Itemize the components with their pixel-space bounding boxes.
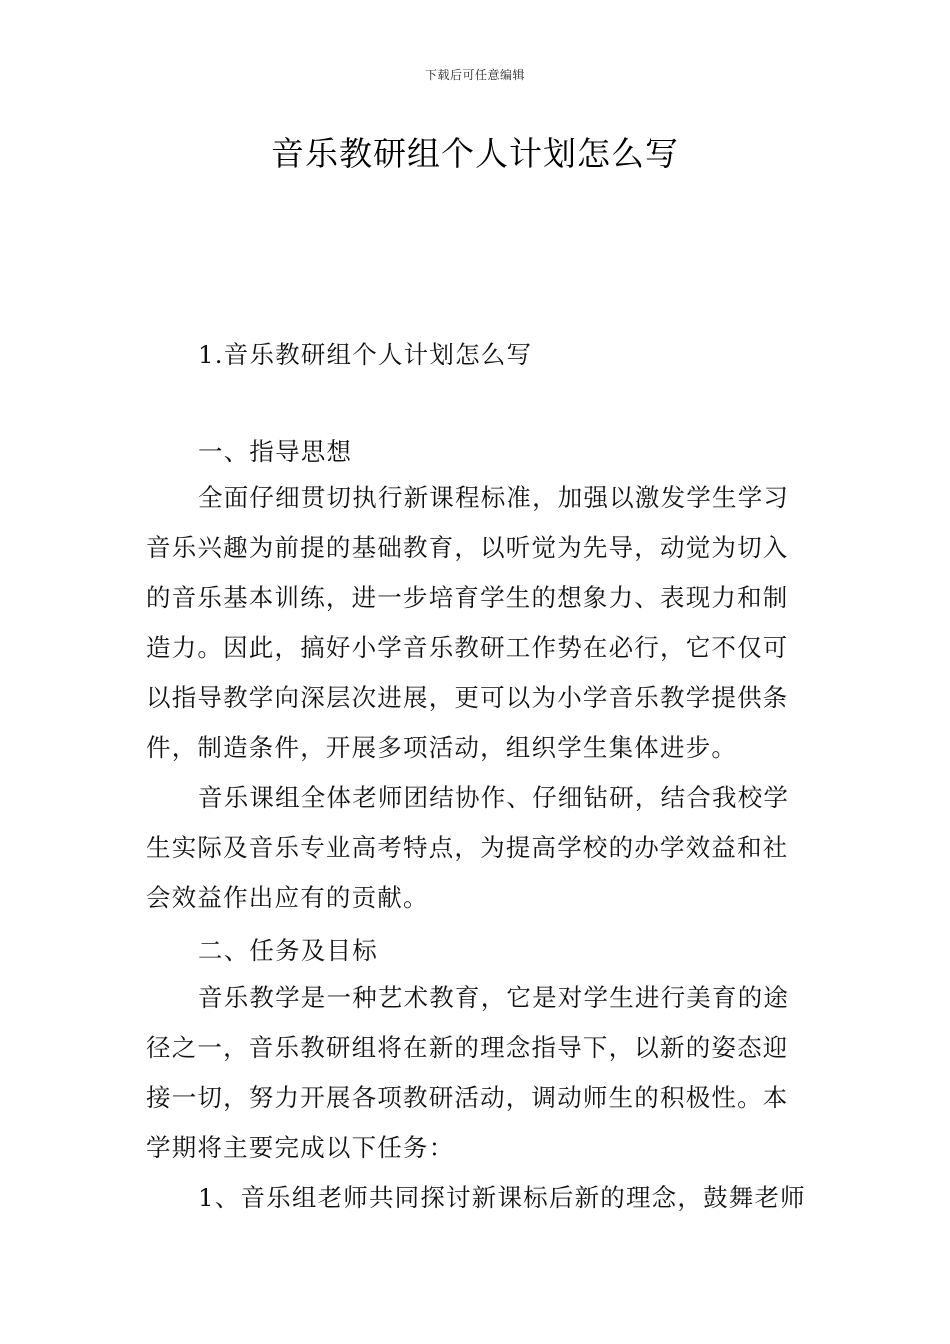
paragraph-line: 全面仔细贯切执行新课程标准，加强以激发学生学习 [198, 483, 790, 512]
section-number-title: 1.音乐教研组个人计划怎么写 [198, 340, 533, 369]
document-title: 音乐教研组个人计划怎么写 [271, 134, 679, 173]
paragraph-3 [146, 973, 806, 1173]
paragraph-line: 会效益作出应有的贡献。 [146, 883, 429, 912]
paragraph-line: 的音乐基本训练，进一步培育学生的想象力、表现力和制 [146, 583, 789, 612]
heading-guiding-ideology: 一、指导思想 [198, 437, 353, 466]
paragraph-1 [146, 473, 806, 773]
paragraph-line: 径之一，音乐教研组将在新的理念指导下，以新的姿态迎 [146, 1033, 789, 1062]
paragraph-line: 音乐课组全体老师团结协作、仔细钻研，结合我校学 [198, 783, 790, 812]
paragraph-line: 1、音乐组老师共同探讨新课标后新的理念，鼓舞老师 [198, 1183, 806, 1212]
heading-tasks-goals: 二、任务及目标 [198, 936, 378, 965]
header-note: 下载后可任意编辑 [424, 68, 525, 82]
paragraph-line: 接一切，努力开展各项教研活动，调动师生的积极性。本 [146, 1083, 789, 1112]
paragraph-line: 以指导教学向深层次进展，更可以为小学音乐教学提供条 [146, 683, 789, 712]
paragraph-line: 件，制造条件，开展多项活动，组织学生集体进步。 [146, 733, 738, 762]
paragraph-line: 音乐兴趣为前提的基础教育，以听觉为先导，动觉为切入 [146, 533, 789, 562]
paragraph-line: 学期将主要完成以下任务： [146, 1133, 455, 1162]
paragraph-line: 生实际及音乐专业高考特点，为提高学校的办学效益和社 [146, 833, 789, 862]
paragraph-line: 音乐教学是一种艺术教育，它是对学生进行美育的途 [198, 983, 790, 1012]
paragraph-4 [146, 1173, 806, 1223]
paragraph-line: 造力。因此，搞好小学音乐教研工作势在必行，它不仅可 [146, 633, 789, 662]
paragraph-2 [146, 773, 806, 923]
